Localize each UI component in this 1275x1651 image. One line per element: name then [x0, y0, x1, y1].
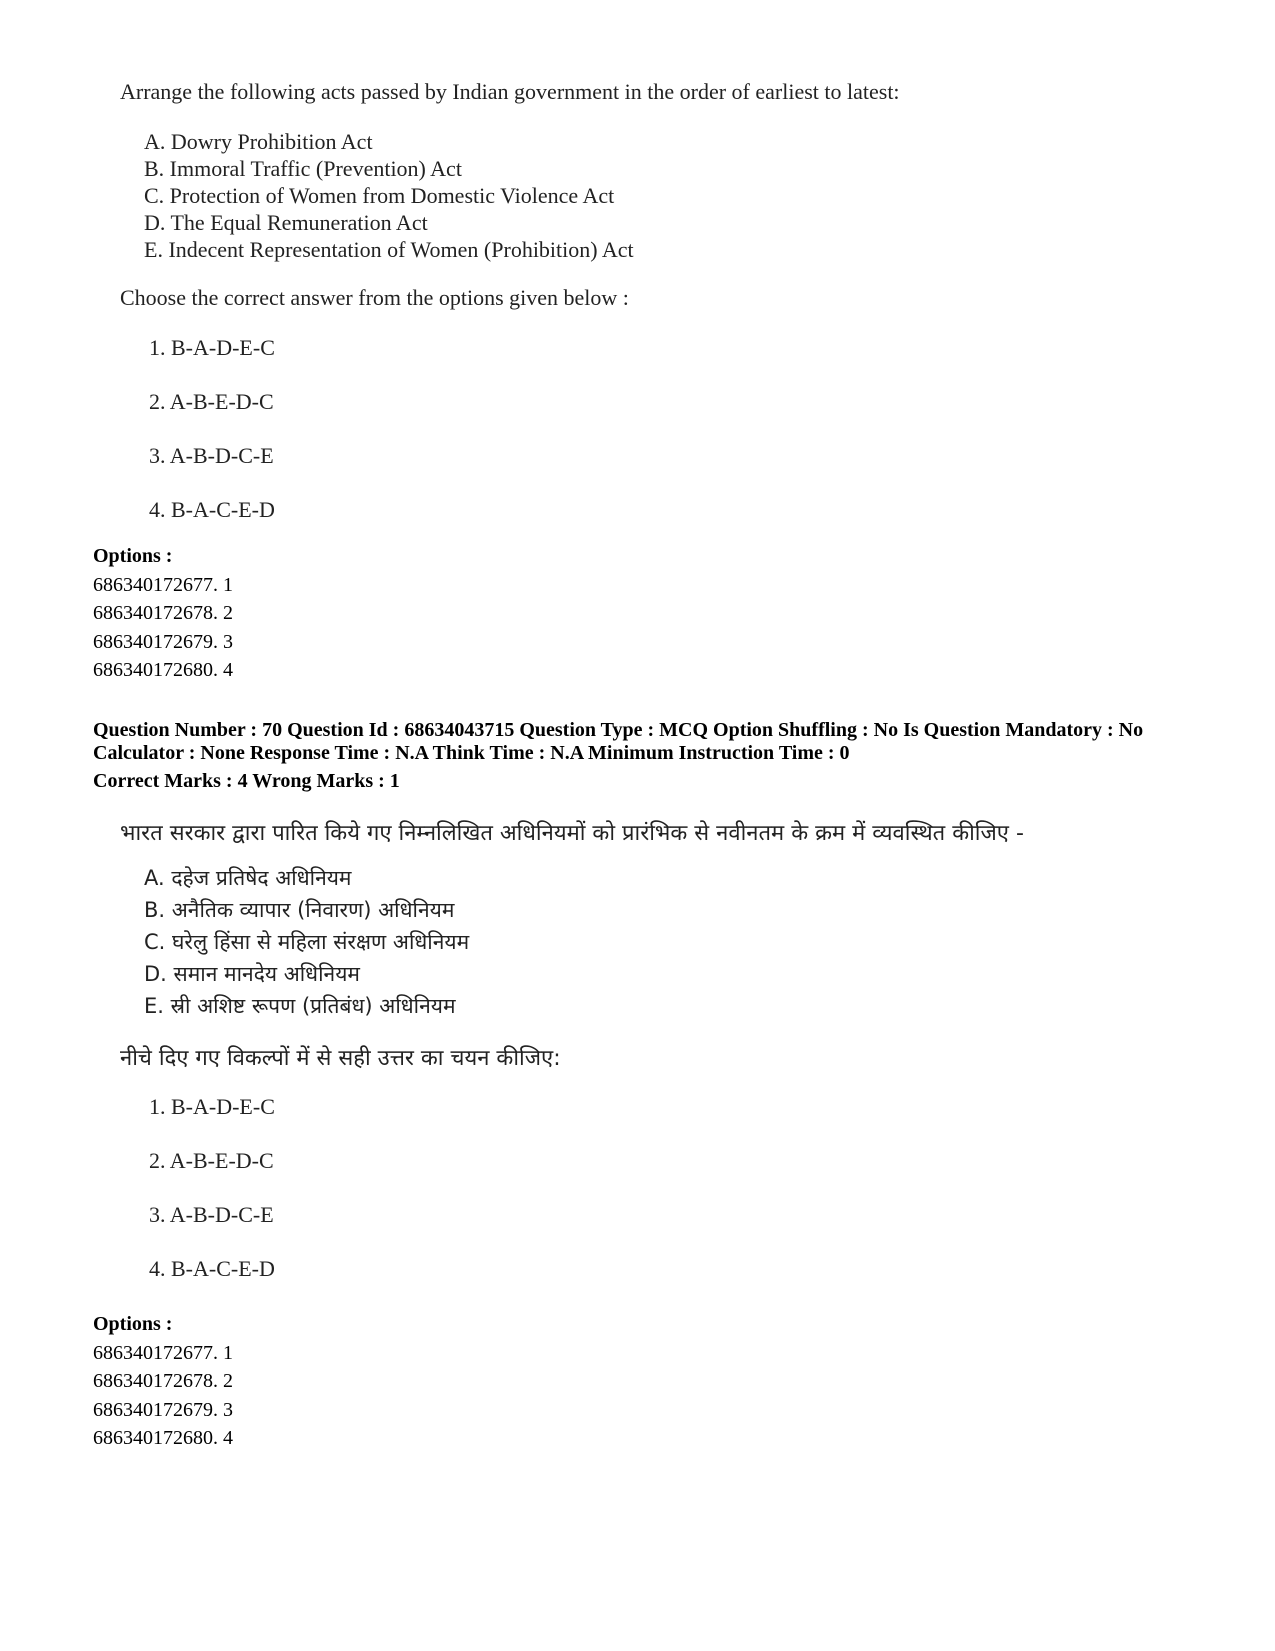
option-line: 686340172678. 2	[93, 602, 233, 624]
question-hi-text: भारत सरकार द्वारा पारित किये गए निम्नलिखित अधिनियमों को प्रारंभिक से नवीनतम के क्रम में व्यवस्थित कीजिए -	[120, 821, 1024, 846]
question-hi-choose: नीचे दिए गए विकल्पों में से सही उत्तर का चयन कीजिए:	[120, 1046, 561, 1071]
question-meta	[93, 719, 1213, 793]
options-label: Options :	[93, 1313, 173, 1335]
question-hi-answers	[120, 1094, 1024, 1310]
answer-choice: 4. B-A-C-E-D	[149, 1256, 275, 1281]
option-line: 686340172679. 3	[93, 630, 233, 653]
question-meta-line1: Question Number : 70 Question Id : 68634043715 Question Type : MCQ Option Shuffling : No Is Question Mandatory : No Calculator : None Response Time : N.A Think Time : N.A Minimum Instruction Time : 0	[93, 719, 1144, 764]
list-item: E. Indecent Representation of Women (Prohibition) Act	[144, 237, 634, 262]
option-line: 686340172679. 3	[93, 1398, 233, 1421]
answer-choice: 4. B-A-C-E-D	[149, 497, 275, 522]
list-item: C. Protection of Women from Domestic Violence Act	[144, 183, 615, 208]
answer-choice: 3. A-B-D-C-E	[149, 1202, 274, 1227]
question-en-items	[120, 128, 900, 263]
list-item: A. दहेज प्रतिषेद अधिनियम	[144, 866, 352, 890]
options-block-1	[93, 542, 233, 685]
question-hi-items	[120, 862, 1024, 1022]
option-line: 686340172680. 4	[93, 1427, 233, 1449]
answer-choice: 2. A-B-E-D-C	[149, 389, 274, 414]
list-item: A. Dowry Prohibition Act	[144, 129, 373, 154]
option-line: 686340172677. 1	[93, 1341, 233, 1364]
list-item: C. घरेलु हिंसा से महिला संरक्षण अधिनियम	[144, 930, 470, 954]
answer-choice: 1. B-A-D-E-C	[149, 1094, 275, 1119]
question-meta-line2: Correct Marks : 4 Wrong Marks : 1	[93, 770, 400, 792]
list-item: D. समान मानदेय अधिनियम	[144, 962, 360, 986]
options-block-2	[93, 1310, 233, 1453]
list-item: B. Immoral Traffic (Prevention) Act	[144, 156, 462, 181]
question-en-block	[120, 78, 900, 551]
list-item: E. स्री अशिष्ट रूपण (प्रतिबंध) अधिनियम	[144, 994, 456, 1018]
option-line: 686340172680. 4	[93, 659, 233, 681]
answer-choice: 2. A-B-E-D-C	[149, 1148, 274, 1173]
option-line: 686340172678. 2	[93, 1370, 233, 1392]
answer-choice: 3. A-B-D-C-E	[149, 443, 274, 468]
option-line: 686340172677. 1	[93, 573, 233, 596]
answer-choice: 1. B-A-D-E-C	[149, 335, 275, 360]
question-en-choose: Choose the correct answer from the options given below :	[120, 285, 629, 310]
question-en-answers	[120, 335, 900, 551]
list-item: D. The Equal Remuneration Act	[144, 210, 428, 235]
options-label: Options :	[93, 545, 173, 567]
list-item: B. अनैतिक व्यापार (निवारण) अधिनियम	[144, 898, 455, 922]
question-hi-block	[120, 820, 1024, 1310]
question-en-text: Arrange the following acts passed by Indian government in the order of earliest to latest:	[120, 79, 900, 104]
